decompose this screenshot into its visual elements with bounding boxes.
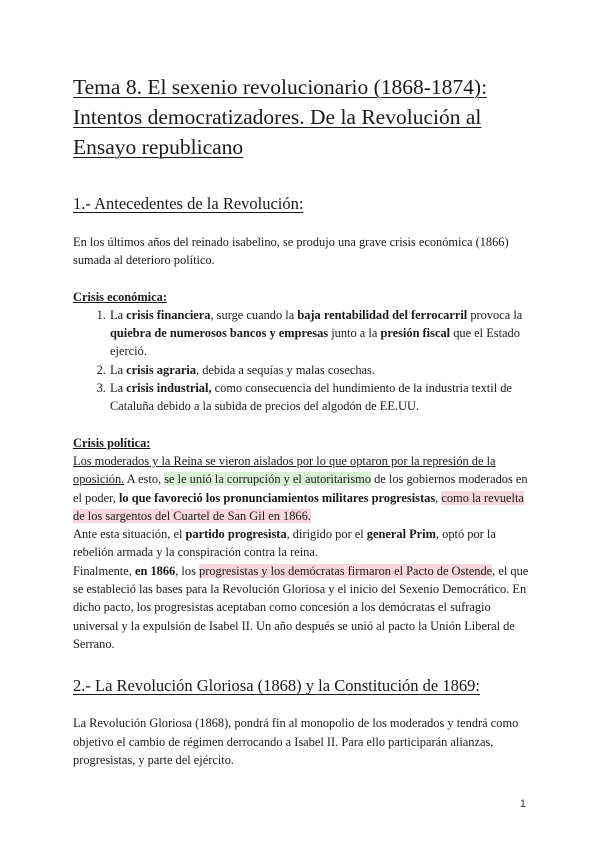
list-item: 1. La crisis financiera, surge cuando la baja rentabilidad del ferrocarril provoca la quiebra de numerosos bancos y empresas junto a la presión fiscal que el Estado ejerció.: [109, 306, 533, 361]
list-item: 2. La crisis agraria, debida a sequías y malas cosechas.: [109, 361, 533, 379]
crisis-politica-paragraph-1: Los moderados y la Reina se vieron aislados por lo que optaron por la represión de la oposición. A esto, se le unió la corrupción y el autoritarismo de los gobiernos moderados en el poder, lo que favoreció los pronunciamientos militares progresistas, como la revuelta de los sargentos del Cuartel de San Gil en 1866.: [73, 453, 528, 523]
page-number: 1: [519, 798, 526, 810]
section1-intro: En los últimos años del reinado isabelino, se produjo una grave crisis económica (1866) sumada al deterioro político.: [73, 235, 509, 268]
list-item: 3. La crisis industrial, como consecuencia del hundimiento de la industria textil de Cataluña debido a la subida de precios del algodón de EE.UU.: [109, 379, 533, 416]
crisis-politica-paragraph-2: Ante esta situación, el partido progresista, dirigido por el general Prim, optó por la rebelión armada y la conspiración contra la reina.: [73, 527, 496, 560]
crisis-economica-list: [73, 306, 533, 416]
section-heading-2: 2.- La Revolución Gloriosa (1868) y la Constitución de 1869:: [73, 676, 480, 696]
section2-paragraph: La Revolución Gloriosa (1868), pondrá fin al monopolio de los moderados y tendrá como objetivo el cambio de régimen derrocando a Isabel II. Para ello participarán alianzas, progresistas, y parte del ejército.: [73, 716, 519, 767]
document-page: [73, 72, 533, 769]
crisis-politica-paragraph-3: Finalmente, en 1866, los progresistas y los demócratas firmaron el Pacto de Ostende, el que se estableció las bases para la Revolución Gloriosa y el inicio del Sexenio Democrático. En dicho pacto, los progresistas aceptaban como concesión a los demócratas el sufragio universal y la expulsión de Isabel II. Un año después se unió al pacto la Unión Liberal de Serrano.: [73, 563, 529, 651]
section-heading-1: 1.- Antecedentes de la Revolución:: [73, 194, 304, 213]
crisis-economica-heading: Crisis económica:: [73, 289, 167, 304]
document-title: Tema 8. El sexenio revolucionario (1868-1874): Intentos democratizadores. De la Revolución al Ensayo republicano: [73, 75, 488, 159]
crisis-politica-heading: Crisis política:: [73, 435, 151, 450]
